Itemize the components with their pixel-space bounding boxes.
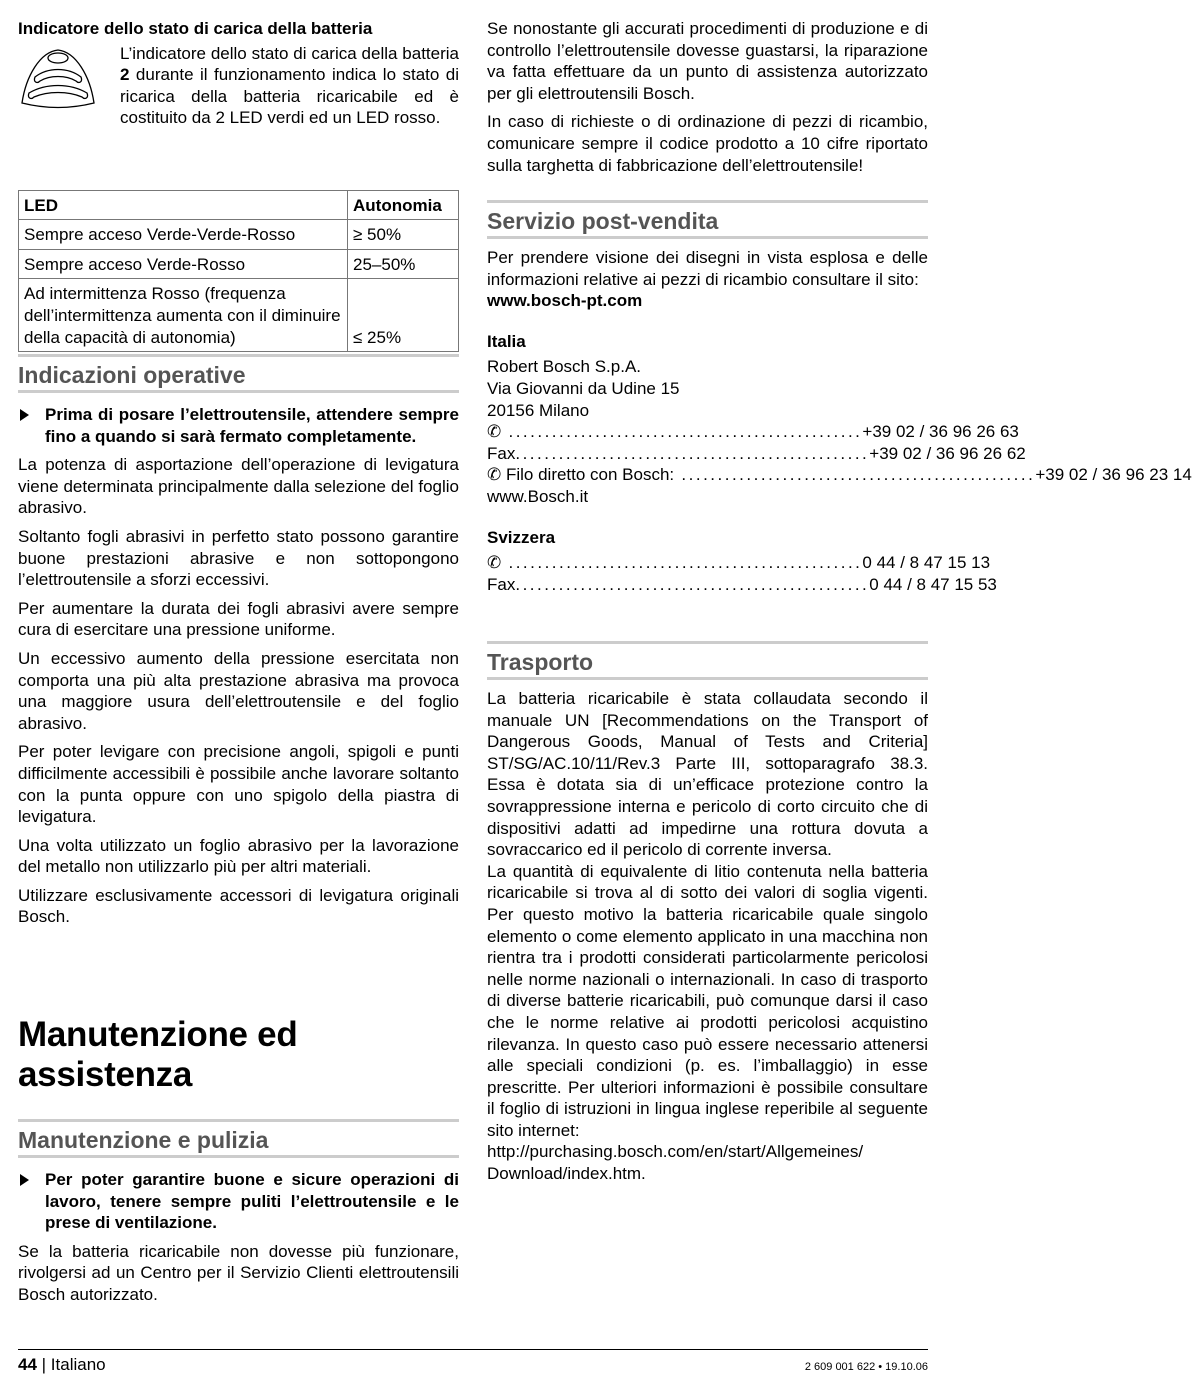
table-row	[19, 220, 459, 250]
phone-icon: ✆	[487, 422, 502, 442]
country-heading-svizzera: Svizzera	[487, 527, 556, 547]
phone-icon: ✆	[487, 553, 502, 573]
contact-label: Fax	[487, 574, 516, 594]
column-header-autonomia: Autonomia	[348, 190, 459, 220]
contact-row	[487, 443, 1026, 465]
address-line: 20156 Milano	[487, 400, 590, 420]
table-cell: Ad intermittenza Rosso (frequenza dell’intermittenza aumenta con il diminuire della capacità di autonomia)	[19, 279, 348, 352]
maintenance-section	[18, 1015, 459, 1313]
paragraph: La batteria ricaricabile è stata collaudata secondo il manuale UN [Recommendations on the Transport of Dangerous Goods, Manual of Tests and Criteria] ST/SG/AC.10/11/Rev.3 Parte III, sottoparagrafo 38.3. Essa è dotata sia di un’efficace protezione contro la sovrappressione interna e pericolo di corto circuito che di dispositivi adatti ad impedirne una rottura dovuta a sovraccarico ed il pericolo di corrente inversa.	[487, 689, 928, 860]
paragraph: Per aumentare la durata dei fogli abrasivi avere sempre cura di esercitare una pressione uniforme.	[18, 598, 459, 640]
paragraph: Se la batteria ricaricabile non dovesse più funzionare, rivolgersi ad un Centro per il Servizio Clienti elettroutensili Bosch autorizzato.	[18, 1241, 459, 1304]
transport-url-link[interactable]: http://purchasing.bosch.com/en/start/Allgemeines/ Download/index.htm.	[487, 1142, 864, 1184]
section-heading-trasporto: Trasporto	[487, 641, 928, 680]
paragraph: Soltanto fogli abrasivi in perfetto stato possono garantire buone prestazioni abrasive e non sottopongono l’elettroutensile a sforzi eccessivi.	[18, 526, 459, 590]
language-label: Italiano	[50, 1355, 106, 1374]
leader-dots: .................................................	[674, 465, 1036, 485]
transport-section	[487, 641, 928, 1185]
section-heading-manutenzione-pulizia: Manutenzione e pulizia	[18, 1119, 459, 1158]
bullet-triangle-icon	[20, 1174, 29, 1186]
warning-bullet	[18, 404, 459, 447]
table-cell: Sempre acceso Verde-Rosso	[19, 249, 348, 279]
table-row	[19, 279, 459, 352]
operating-section	[18, 354, 459, 935]
country-heading-italia: Italia	[487, 331, 526, 351]
warning-bullet	[18, 1169, 459, 1234]
paragraph: La quantità di equivalente di litio contenuta nella batteria ricaricabile si trova al di sotto dei valori di soglia vigenti. Per questo motivo la batteria ricaricabile quale singolo elemento o come elemento applicato in una macchina non rientra tra i prodotti considerati particolarmente pericolosi nelle norme nazionali o internazionali. In caso di trasporto di diverse batterie ricaricabili, può comunque darsi il caso che le norme relative ai prodotti pericolosi acquistino rilevanza. In questo caso può essere necessario attenersi alle speciali condizioni (p. es. l’imballaggio) in esse prescritte. Per ulteriori informazioni è possibile consultare il foglio di istruzioni in lingua inglese reperibile al seguente sito internet:	[487, 861, 928, 1140]
battery-indicator-text	[120, 43, 459, 129]
chapter-heading: Manutenzione ed assistenza	[18, 1015, 298, 1094]
table-cell: ≥ 50%	[348, 220, 459, 250]
table-cell: 25–50%	[348, 249, 459, 279]
reference-number: 2	[120, 65, 130, 85]
fax-number: +39 02 / 36 96 26 62	[869, 443, 1026, 463]
contact-row	[487, 552, 991, 574]
bullet-triangle-icon	[20, 409, 29, 421]
separator: |	[36, 1355, 51, 1374]
right-column	[487, 18, 928, 183]
leader-dots: .................................................	[501, 422, 863, 442]
leader-dots: .................................................	[515, 443, 870, 463]
paragraph: Per prendere visione dei disegni in vista esplosa e delle informazioni relative ai pezzi di ricambio consultare il sito:	[487, 248, 928, 289]
contact-row	[487, 574, 997, 596]
contact-label: Fax	[487, 443, 516, 463]
page-number: 44	[18, 1355, 37, 1374]
paragraph: Utilizzare esclusivamente accessori di levigatura originali Bosch.	[18, 885, 459, 927]
section-heading-indicazioni-operative: Indicazioni operative	[18, 354, 459, 393]
table-cell: Sempre acceso Verde-Verde-Rosso	[19, 220, 348, 250]
battery-led-indicator-icon	[20, 46, 96, 108]
bullet-text: Prima di posare l’elettroutensile, attendere sempre fino a quando si sarà fermato completamente.	[45, 405, 459, 446]
service-section	[487, 200, 1192, 595]
paragraph: Se nonostante gli accurati procedimenti di produzione e di controllo l’elettroutensile dovesse guastarsi, la riparazione va fatta effettuare da un punto di assistenza autorizzato per gli elettroutensili Bosch.	[487, 19, 928, 103]
battery-indicator-heading: Indicatore dello stato di carica della batteria	[18, 19, 373, 38]
page-footer	[18, 1349, 928, 1379]
column-header-led: LED	[19, 190, 348, 220]
table-row	[19, 249, 459, 279]
document-code: 2 609 001 622 • 19.10.06	[804, 1361, 928, 1373]
contact-row	[487, 464, 1192, 486]
paragraph: Una volta utilizzato un foglio abrasivo per la lavorazione del metallo non utilizzarlo più per altri materiali.	[18, 835, 459, 877]
footer-left	[18, 1354, 106, 1376]
paragraph: La potenza di asportazione dell’operazione di levigatura viene determinata principalmente dalla selezione del foglio abrasivo.	[18, 455, 459, 518]
section-heading-servizio: Servizio post-vendita	[487, 200, 928, 239]
contact-label: ✆ Filo diretto con Bosch:	[487, 465, 675, 485]
phone-number: 0 44 / 8 47 15 13	[862, 553, 991, 573]
website-link[interactable]: www.Bosch.it	[487, 486, 589, 506]
led-table	[18, 190, 459, 353]
paragraph: Per poter levigare con precisione angoli, spigoli e punti difficilmente accessibili è possibile anche lavorare soltanto con la punta oppure con uno spigolo della piastra di levigatura.	[18, 742, 459, 827]
leader-dots: .................................................	[501, 553, 863, 573]
text-part: L’indicatore dello stato di carica della batteria	[120, 43, 459, 63]
paragraph: Un eccessivo aumento della pressione esercitata non comporta una più alta prestazione abrasiva ma provoca una maggiore usura dell’elettroutensile e del foglio abrasivo.	[18, 648, 459, 733]
table-header-row	[19, 190, 459, 220]
fax-number: 0 44 / 8 47 15 53	[869, 574, 997, 594]
phone-number: +39 02 / 36 96 23 14	[1035, 465, 1192, 485]
table-cell: ≤ 25%	[348, 279, 459, 352]
service-url-link[interactable]: www.bosch-pt.com	[487, 291, 643, 311]
paragraph: In caso di richieste o di ordinazione di pezzi di ricambio, comunicare sempre il codice prodotto a 10 cifre riportato sulla targhetta di fabbricazione dell’elettroutensile!	[487, 112, 928, 175]
leader-dots: .................................................	[515, 574, 870, 594]
text-part: durante il funzionamento indica lo stato di ricarica della batteria ricaricabile ed è costituito da 2 LED verdi ed un LED rosso.	[120, 65, 459, 128]
address-line: Via Giovanni da Udine 15	[487, 378, 680, 398]
left-column	[18, 18, 459, 352]
phone-number: +39 02 / 36 96 26 63	[862, 422, 1019, 442]
contact-row	[487, 421, 1019, 443]
address-line: Robert Bosch S.p.A.	[487, 357, 642, 377]
bullet-text: Per poter garantire buone e sicure operazioni di lavoro, tenere sempre puliti l’elettroutensile e le prese di ventilazione.	[45, 1170, 459, 1233]
